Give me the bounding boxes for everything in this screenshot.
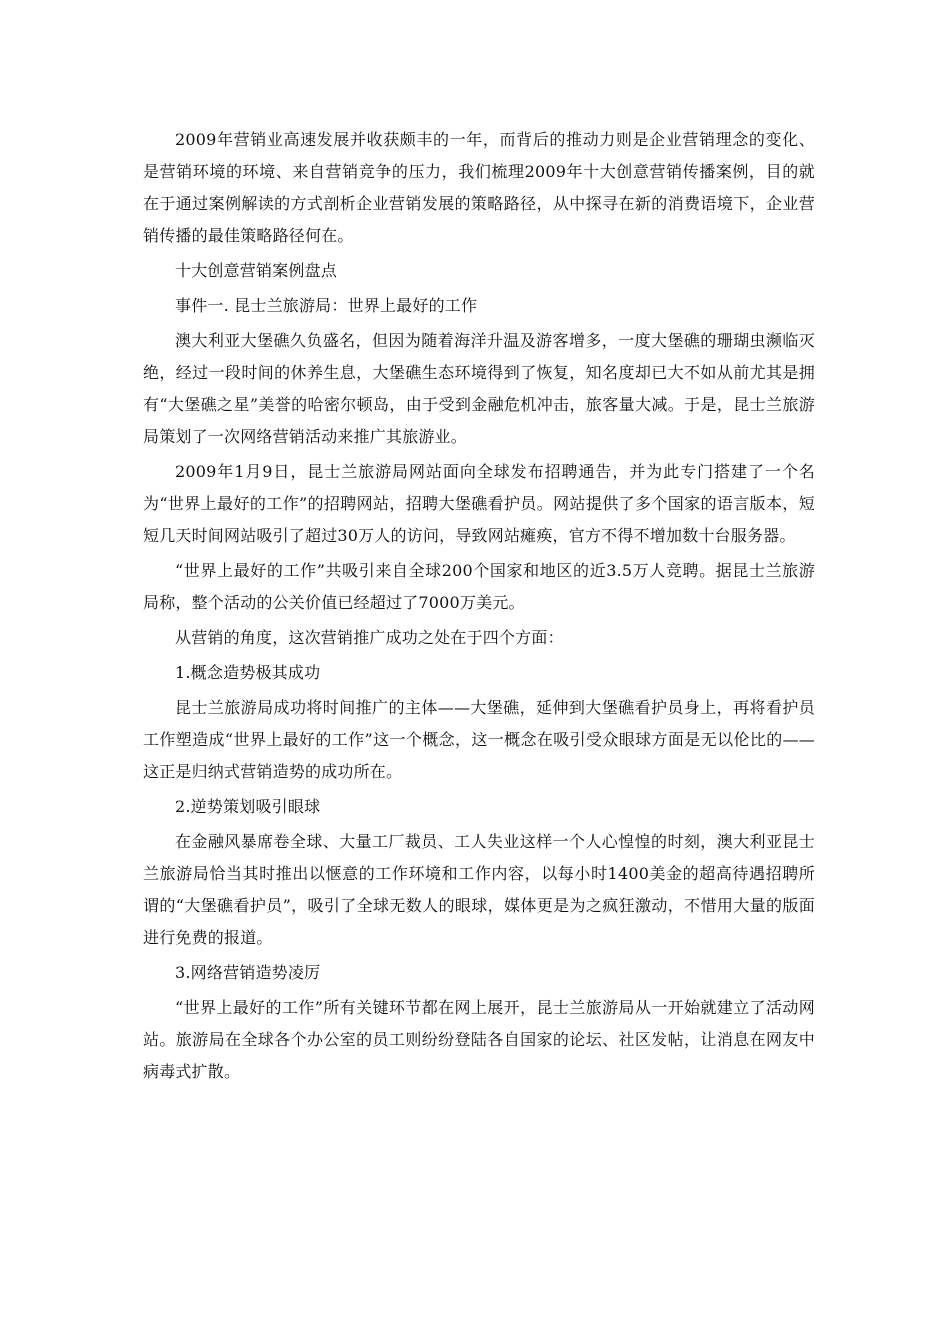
paragraph-intro: 2009年营销业高速发展并收获颇丰的一年，而背后的推动力则是企业营销理念的变化、是营销环境的环境、来自营销竞争的压力，我们梳理2009年十大创意营销传播案例，目的就在于通过案例解读的方式剖析企业营销发展的策略路径，从中探寻在新的消费语境下，企业营销传播的最佳策略路径何在。 — [143, 130, 815, 245]
paragraph-contrarian: 在金融风暴席卷全球、大量工厂裁员、工人失业这样一个人心惶惶的时刻，澳大利亚昆士兰旅游局恰当其时推出以惬意的工作环境和工作内容，以每小时1400美金的超高待遇招聘所谓的“大堡礁看护员”，吸引了全球无数人的眼球，媒体更是为之疯狂激动，不惜用大量的版面进行免费的报道。 — [143, 832, 815, 947]
subheading-contrarian: 2.逆势策划吸引眼球 — [175, 797, 321, 816]
paragraph-background: 澳大利亚大堡礁久负盛名，但因为随着海洋升温及游客增多，一度大堡礁的珊瑚虫濒临灭绝，经过一段时间的休养生息，大堡礁生态环境得到了恢复，知名度却已大不如从前尤其是拥有“大堡礁之星”美誉的哈密尔顿岛，由于受到金融危机冲击，旅客量大减。于是，昆士兰旅游局策划了一次网络营销活动来推广其旅游业。 — [143, 331, 815, 446]
paragraph-recruitment: 2009年1月9日，昆士兰旅游局网站面向全球发布招聘通告，并为此专门搭建了一个名为“世界上最好的工作”的招聘网站，招聘大堡礁看护员。网站提供了多个国家的语言版本，短短几天时间网站吸引了超过30万人的访问，导致网站瘫痪，官方不得不增加数十台服务器。 — [143, 462, 815, 545]
subheading-concept: 1.概念造势极其成功 — [175, 663, 321, 682]
subheading-online: 3.网络营销造势凌厉 — [175, 963, 321, 982]
paragraph-online: “世界上最好的工作”所有关键环节都在网上展开，昆士兰旅游局从一开始就建立了活动网站。旅游局在全球各个办公室的员工则纷纷登陆各自国家的论坛、社区发帖，让消息在网友中病毒式扩散。 — [143, 998, 815, 1081]
document-page — [143, 124, 815, 1088]
section-heading-top-ten: 十大创意营销案例盘点 — [175, 261, 338, 280]
paragraph-results: “世界上最好的工作”共吸引来自全球200个国家和地区的近3.5万人竞聘。据昆士兰旅游局称，整个活动的公关价值已经超过了7000万美元。 — [143, 561, 815, 612]
paragraph-analysis-intro: 从营销的角度，这次营销推广成功之处在于四个方面： — [175, 628, 564, 647]
case-heading-queensland: 事件一. 昆士兰旅游局：世界上最好的工作 — [175, 296, 478, 315]
paragraph-concept: 昆士兰旅游局成功将时间推广的主体——大堡礁，延伸到大堡礁看护员身上，再将看护员工作塑造成“世界上最好的工作”这一个概念，这一概念在吸引受众眼球方面是无以伦比的——这正是归纳式营销造势的成功所在。 — [143, 698, 815, 781]
